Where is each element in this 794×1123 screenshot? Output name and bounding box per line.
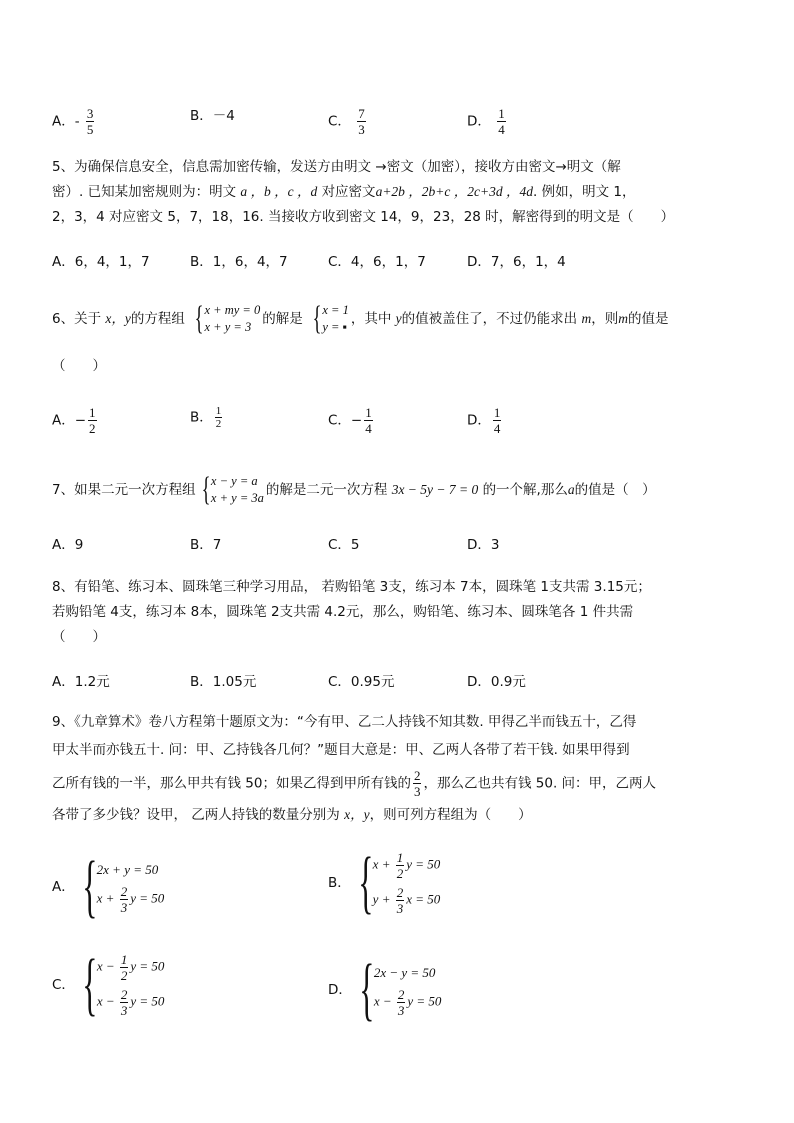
numerator: 2 [120,883,128,899]
equation-system [355,844,441,921]
fraction [357,106,366,137]
q7-text: 的值是（ ） [574,482,656,498]
option-label: C． [328,113,351,130]
term: x + [96,889,118,905]
fraction [396,885,405,916]
q9-line-2: 甲太半而亦钱五十. 问：甲、乙持钱各几何？”题目大意是：甲、乙两人各带了若干钱. 如果甲得到 [52,742,630,758]
numerator: 1 [493,405,501,420]
q9-line-1: 9、《九章算术》卷八方程第十题原文为：“今有甲、乙二人持钱不知其数. 甲得乙半而钱五十，乙得 [52,714,637,730]
option-label: C． [52,977,75,993]
fraction [396,850,405,881]
denominator: 4 [493,421,501,436]
minus-sign: - [74,113,80,130]
fraction [86,106,95,137]
var-y: y [395,311,402,326]
option-label: A． [52,113,75,130]
q7-option-b: B．7 [190,537,222,553]
left-brace: { [358,844,374,921]
fraction [215,405,223,430]
denominator: 4 [365,421,372,436]
equation-system [79,848,165,925]
q8-option-d: D．0.9元 [467,674,526,690]
fraction [88,405,97,436]
option-label: B． [328,875,351,891]
q5-option-b: B．1，6，4，7 [190,254,288,270]
numerator: 7 [358,106,365,121]
q7-text: 的解是二元一次方程 [265,482,388,498]
q5-option-c: C．4，6，1，7 [328,254,426,270]
term: y = 50 [130,958,165,974]
option-label: B． [190,409,213,426]
left-brace: { [359,951,375,1028]
fraction [493,405,502,436]
fraction [120,884,129,915]
q6-text: 的解是 [262,311,303,327]
q8-answer-paren: （ ） [52,629,106,645]
system-rows [322,302,348,336]
q7-text: 7、如果二元一次方程组 [52,482,196,498]
q6-answer-paren: （ ） [52,358,106,374]
left-brace: { [201,471,211,508]
numerator: 1 [120,952,128,967]
q5-line-2 [52,182,635,202]
denominator: 3 [397,1002,405,1018]
denominator: 3 [358,122,365,137]
q9-vars: x，y [344,807,370,822]
numerator: 1 [396,850,404,865]
option-label: C．− [328,412,363,429]
left-brace: { [312,300,322,337]
var-m: m [581,311,592,326]
q6-option-c [328,405,375,436]
term: x − [96,958,118,974]
q6-text: 的方程组 [130,311,185,327]
system-rows [97,952,165,1018]
equation: 2x + y = 50 [96,861,159,877]
system-rows [211,473,264,507]
q9-option-c [52,946,165,1023]
q4-option-b: B．－4 [190,108,235,124]
numerator: 2 [397,986,405,1002]
q4-option-c [328,106,368,137]
term: x + [372,856,394,872]
q9-option-a [52,848,165,925]
denominator: 2 [120,968,128,983]
term: y + [372,891,394,907]
q5-text: . 例如，明文 1， [533,184,636,200]
numerator: 2 [120,987,128,1002]
equation-system [191,302,260,336]
q7-line-1 [52,473,656,507]
q7-option-c: C．5 [328,537,360,553]
q5-option-a: A．6，4，1，7 [52,254,150,270]
q6-option-d [467,405,503,436]
denominator: 2 [396,866,404,881]
solution-system [309,302,349,336]
equation [373,850,441,881]
q7-text: 的一个解,那么 [482,482,568,498]
equation: x = 1 [322,303,349,317]
equation-system [356,951,442,1028]
denominator: 5 [86,122,94,137]
q9-line-3 [52,768,656,799]
equation-system [198,473,264,507]
q5-line-3: 2，3，4 对应密文 5，7，18，16. 当接收方收到密文 14，9，23，28 时，解密得到的明文是（ ） [52,209,675,225]
numerator: 3 [86,106,94,121]
system-rows [373,850,441,916]
term: y = 50 [407,992,442,1008]
left-brace: { [82,946,98,1023]
numerator: 1 [498,106,505,121]
fraction [120,987,129,1018]
q6-text: 的值是 [627,311,669,327]
term: y = 50 [130,889,165,905]
term: x = 50 [406,891,441,907]
q6-text: ，则 [591,311,619,327]
q6-text: 的值被盖住了，不过仍能求出 [401,311,578,327]
equation: x + y = 3 [204,320,252,334]
system-rows [205,302,261,336]
q6-text: ，其中 [350,311,392,327]
denominator: 3 [120,1003,128,1018]
equation: x + y = 3a [210,491,264,505]
option-label: A．− [52,412,87,429]
equation [97,884,165,915]
equation: y = ▪ [322,320,348,334]
denominator: 4 [498,122,505,137]
left-brace: { [194,300,204,337]
option-label: D． [467,113,491,130]
term: y = 50 [406,856,441,872]
fraction [497,106,506,137]
q6-text: 6、关于 [52,311,102,327]
var-a: a [567,482,575,497]
numerator: 2 [396,885,404,900]
q6-vars: x，y [105,311,131,326]
fraction [120,952,129,983]
numerator: 1 [89,405,96,420]
denominator: 3 [396,901,404,916]
equation [97,952,165,983]
q4-option-a [52,106,96,137]
numerator: 2 [413,768,421,783]
numerator: 1 [215,405,222,417]
term: x − [373,992,395,1008]
q5-line-1: 5、为确保信息安全，信息需加密传输，发送方由明文 →密文（加密），接收方由密文→明文（解 [52,159,621,175]
equation [373,885,441,916]
denominator: 3 [120,899,128,915]
q9-text: ，那么乙也共有钱 50. 问：甲，乙两人 [423,775,657,792]
denominator: 2 [215,418,222,430]
denominator: 2 [89,421,96,436]
fraction [397,987,406,1018]
q6-option-a [52,405,99,436]
q8-option-c: C．0.95元 [328,674,395,690]
fraction [364,405,373,436]
equation [97,987,165,1018]
q9-text: 各带了多少钱？设甲， 乙两人持钱的数量分别为 [52,807,340,823]
option-label: D． [328,982,352,998]
equation: x − y = a [210,474,258,488]
q8-line-2: 若购铅笔 4支，练习本 8本，圆珠笔 2支共需 4.2元，那么，购铅笔、练习本、圆珠笔各 1 件共需 [52,604,634,620]
q5-plain-vars: a ，b ，c ，d [240,184,318,199]
q9-option-d [328,951,442,1028]
q5-text: 密）. 已知某加密规则为：明文 [52,184,237,200]
equation: 3x − 5y − 7 = 0 [391,482,479,497]
q9-text: ，则可列方程组为（ ） [369,807,532,823]
numerator: 1 [365,405,372,420]
denominator: 3 [413,784,421,799]
q8-option-a: A．1.2元 [52,674,110,690]
q5-text: 对应密文 [321,184,376,200]
q4-option-d [467,106,508,137]
q6-line-1 [52,302,668,336]
equation: 2x − y = 50 [373,964,436,980]
equation [374,987,442,1018]
equation-system [79,946,165,1023]
q9-line-4 [52,805,532,825]
option-label: A． [52,879,75,895]
option-label: D． [467,412,491,429]
q5-option-d: D．7，6，1，4 [467,254,566,270]
q6-option-b [190,405,224,430]
fraction [413,768,422,799]
term: y = 50 [130,993,165,1009]
q8-option-b: B．1.05元 [190,674,257,690]
q8-line-1: 8、有铅笔、练习本、圆珠笔三种学习用品， 若购铅笔 3支，练习本 7本，圆珠笔 1支共需 3.15元； [52,579,651,595]
equation: x + my = 0 [204,303,261,317]
term: x − [96,993,118,1009]
q7-option-d: D．3 [467,537,500,553]
q9-text: 乙所有钱的一半，那么甲共有钱 50；如果乙得到甲所有钱的 [52,775,411,792]
var-m: m [618,311,628,326]
system-rows [97,860,165,915]
left-brace: { [82,848,98,925]
q7-option-a: A．9 [52,537,84,553]
system-rows [374,963,442,1018]
q5-cipher-exprs: a+2b ，2b+c ，2c+3d ，4d [375,184,534,199]
q9-option-b [328,844,441,921]
